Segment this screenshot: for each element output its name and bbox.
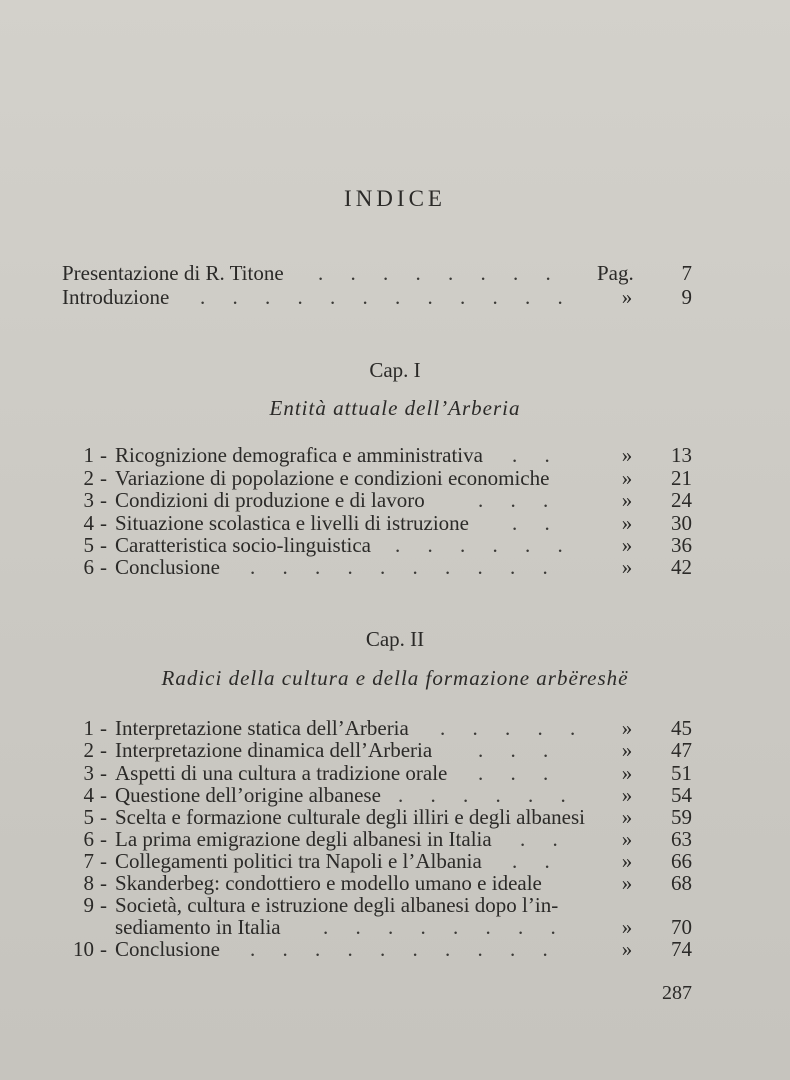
entry-page: 66 bbox=[671, 849, 692, 873]
entry-label: Caratteristica socio-linguistica bbox=[115, 533, 371, 557]
toc-entry: 1 - Ricognizione demografica e amministrativa . . » 13 bbox=[0, 444, 790, 466]
entry-label: Variazione di popolazione e condizioni economiche bbox=[115, 466, 550, 490]
entry-page: 59 bbox=[671, 805, 692, 829]
entry-number: 6 bbox=[83, 555, 94, 579]
ditto-mark: » bbox=[621, 466, 633, 490]
entry-label: Presentazione di R. Titone bbox=[62, 261, 284, 285]
chapter-subtitle: Entità attuale dell’Arberia bbox=[269, 396, 521, 420]
toc-entry: 7 - Collegamenti politici tra Napoli e l’Albania . . » 66 bbox=[0, 850, 790, 872]
entry-number: 9 bbox=[83, 893, 94, 917]
entry-number: 8 bbox=[83, 871, 94, 895]
leader-dots: . . bbox=[512, 849, 561, 873]
leader-dots: . . . . . . . . . . . . bbox=[200, 285, 574, 309]
ditto-mark: » bbox=[621, 871, 633, 895]
entry-number: 3 bbox=[83, 761, 94, 785]
entry-number: 7 bbox=[83, 849, 94, 873]
toc-entry: 10 - Conclusione . . . . . . . . . . » 74 bbox=[0, 938, 790, 960]
leader-dots: . . . . . . bbox=[398, 783, 577, 807]
ditto-mark: » bbox=[621, 738, 633, 762]
toc-entry: 4 - Situazione scolastica e livelli di istruzione . . » 30 bbox=[0, 512, 790, 534]
entry-label: Collegamenti politici tra Napoli e l’Albania bbox=[115, 849, 482, 873]
entry-label: Questione dell’origine albanese bbox=[115, 783, 381, 807]
entry-page: 54 bbox=[671, 783, 692, 807]
leader-dots: . . . . . . . . bbox=[323, 915, 567, 939]
ditto-mark: » bbox=[621, 511, 633, 535]
entry-label: Interpretazione dinamica dell’Arberia bbox=[115, 738, 433, 762]
toc-entry: 3 - Aspetti di una cultura a tradizione orale . . . » 51 bbox=[0, 762, 790, 784]
index-title: INDICE bbox=[344, 186, 446, 211]
entry-label: Introduzione bbox=[62, 285, 170, 309]
entry-page: 45 bbox=[671, 716, 692, 740]
entry-number: 5 bbox=[83, 533, 94, 557]
ditto-mark: » bbox=[621, 849, 633, 873]
entry-number: 6 bbox=[83, 827, 94, 851]
toc-entry bbox=[0, 286, 790, 308]
entry-number: 4 bbox=[83, 511, 94, 535]
ditto-mark: » bbox=[621, 761, 633, 785]
ditto-mark: » bbox=[621, 827, 633, 851]
toc-entry: 5 - Scelta e formazione culturale degli illiri e degli albanesi » 59 bbox=[0, 806, 790, 828]
entry-label: Skanderbeg: condottiero e modello umano e ideale bbox=[115, 871, 542, 895]
leader-dots: . . . bbox=[478, 738, 560, 762]
leader-dots: . . . . . . . . bbox=[318, 261, 562, 285]
entry-page: 36 bbox=[671, 533, 692, 557]
entry-label: Conclusione bbox=[115, 555, 220, 579]
entry-label: Situazione scolastica e livelli di istruzione bbox=[115, 511, 469, 535]
leader-dots: . . bbox=[520, 827, 569, 851]
entry-label: Società, cultura e istruzione degli albanesi dopo l’in- bbox=[115, 893, 559, 917]
ditto-mark: » bbox=[621, 915, 633, 939]
ditto-mark: » bbox=[621, 443, 633, 467]
toc-entry: 2 - Variazione di popolazione e condizioni economiche » 21 bbox=[0, 467, 790, 489]
chapter-subtitle: Radici della cultura e della formazione arbëreshë bbox=[161, 666, 629, 690]
entry-page: 7 bbox=[681, 261, 692, 285]
leader-dots: . . . . . bbox=[440, 716, 587, 740]
toc-entry: 6 - Conclusione . . . . . . . . . . » 42 bbox=[0, 556, 790, 578]
leader-dots: . . bbox=[512, 511, 561, 535]
entry-label: Conclusione bbox=[115, 937, 220, 961]
toc-entry: 2 - Interpretazione dinamica dell’Arberia . . . » 47 bbox=[0, 739, 790, 761]
entry-page: 9 bbox=[681, 285, 692, 309]
toc-entry: 5 - Caratteristica socio-linguistica . . . . . . » 36 bbox=[0, 534, 790, 556]
ditto-mark: » bbox=[621, 533, 633, 557]
ditto-mark: » bbox=[621, 285, 633, 309]
page-number: 287 bbox=[662, 982, 692, 1004]
entry-label: La prima emigrazione degli albanesi in Italia bbox=[115, 827, 492, 851]
toc-entry: 6 - La prima emigrazione degli albanesi in Italia . . » 63 bbox=[0, 828, 790, 850]
ditto-mark: » bbox=[621, 716, 633, 740]
entry-page: 51 bbox=[671, 761, 692, 785]
entry-label: sediamento in Italia bbox=[115, 915, 281, 939]
leader-dots: . . . bbox=[478, 761, 560, 785]
entry-label: Ricognizione demografica e amministrativa bbox=[115, 443, 483, 467]
leader-dots: . . . . . . bbox=[395, 533, 574, 557]
entry-page: 70 bbox=[671, 915, 692, 939]
entry-label: Interpretazione statica dell’Arberia bbox=[115, 716, 409, 740]
toc-entry: 3 - Condizioni di produzione e di lavoro . . . » 24 bbox=[0, 489, 790, 511]
entry-page: 42 bbox=[671, 555, 692, 579]
entry-page: 13 bbox=[671, 443, 692, 467]
leader-dots: . . . . . . . . . . bbox=[250, 555, 559, 579]
toc-entry bbox=[0, 916, 790, 938]
entry-label: Aspetti di una cultura a tradizione orale bbox=[115, 761, 448, 785]
entry-page: 24 bbox=[671, 488, 692, 512]
entry-number: 2 bbox=[83, 738, 94, 762]
entry-number: 1 bbox=[83, 443, 94, 467]
entry-label: Condizioni di produzione e di lavoro bbox=[115, 488, 425, 512]
entry-number: 10 bbox=[73, 937, 94, 961]
entry-page: 68 bbox=[671, 871, 692, 895]
entry-page: 74 bbox=[671, 937, 692, 961]
leader-dots: . . . bbox=[478, 488, 560, 512]
ditto-mark: » bbox=[621, 555, 633, 579]
entry-number: 1 bbox=[83, 716, 94, 740]
ditto-mark: » bbox=[621, 937, 633, 961]
page-label: Pag. bbox=[597, 261, 634, 285]
entry-number: 4 bbox=[83, 783, 94, 807]
entry-page: 21 bbox=[671, 466, 692, 490]
toc-entry bbox=[0, 262, 790, 284]
entry-label: Scelta e formazione culturale degli illiri e degli albanesi bbox=[115, 805, 585, 829]
leader-dots: . . bbox=[512, 443, 561, 467]
chapter-heading: Cap. I bbox=[369, 358, 421, 382]
toc-entry: 9 - Società, cultura e istruzione degli albanesi dopo l’in- bbox=[0, 894, 790, 916]
ditto-mark: » bbox=[621, 783, 633, 807]
entry-page: 30 bbox=[671, 511, 692, 535]
toc-entry: 8 - Skanderbeg: condottiero e modello umano e ideale » 68 bbox=[0, 872, 790, 894]
entry-page: 47 bbox=[671, 738, 692, 762]
entry-number: 5 bbox=[83, 805, 94, 829]
leader-dots: . . . . . . . . . . bbox=[250, 937, 559, 961]
ditto-mark: » bbox=[621, 488, 633, 512]
entry-number: 3 bbox=[83, 488, 94, 512]
entry-page: 63 bbox=[671, 827, 692, 851]
toc-entry: 1 - Interpretazione statica dell’Arberia . . . . . » 45 bbox=[0, 717, 790, 739]
chapter-heading: Cap. II bbox=[365, 627, 425, 651]
entry-number: 2 bbox=[83, 466, 94, 490]
toc-entry: 4 - Questione dell’origine albanese . . . . . . » 54 bbox=[0, 784, 790, 806]
ditto-mark: » bbox=[621, 805, 633, 829]
